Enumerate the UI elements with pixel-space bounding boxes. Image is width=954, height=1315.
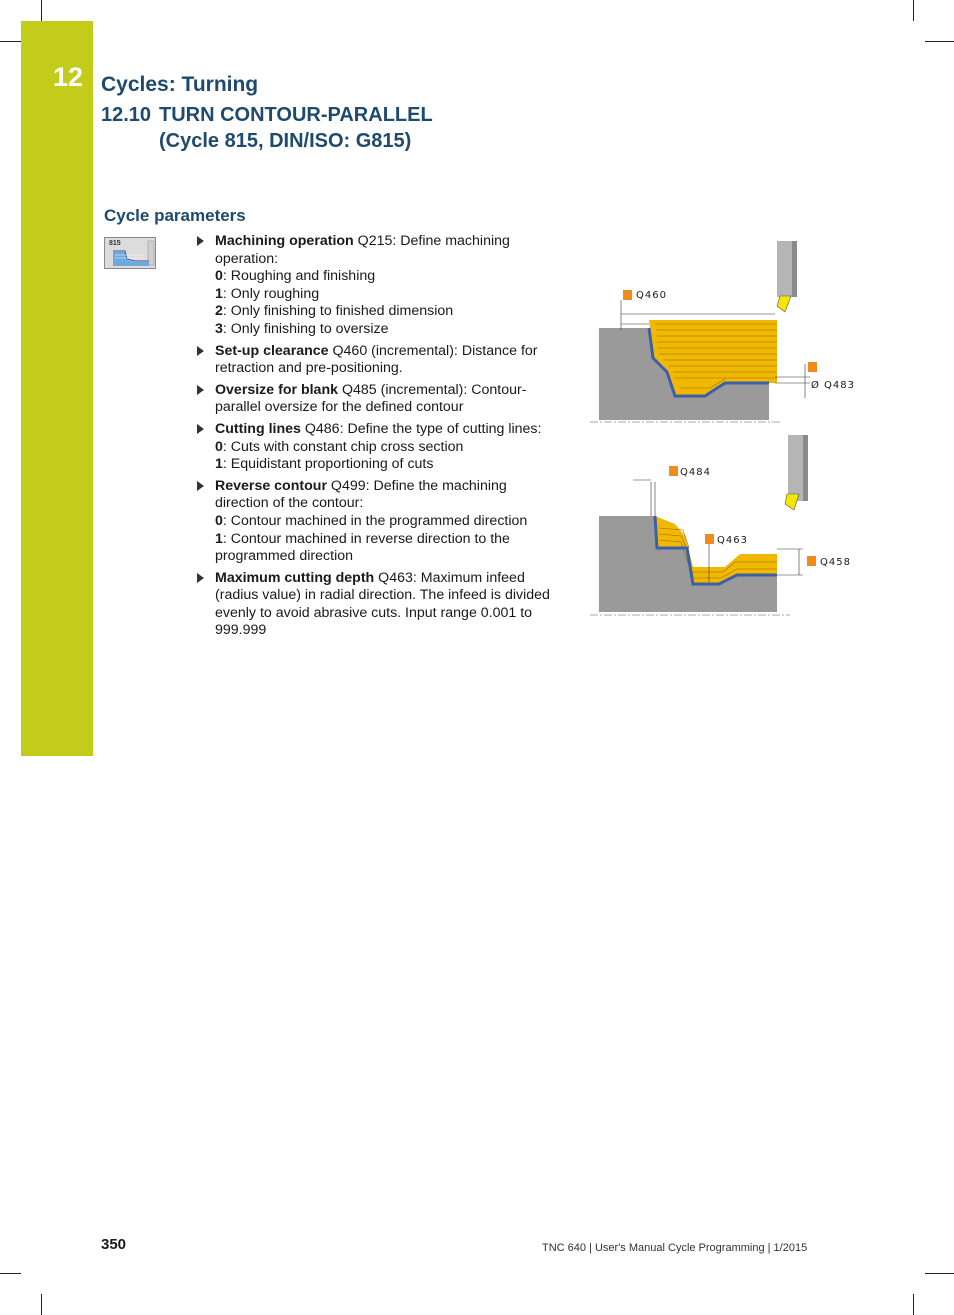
label-q483: Ø Q483: [811, 380, 856, 391]
tool-holder-edge: [803, 435, 808, 501]
bullet-arrow-icon: [197, 385, 204, 395]
tool-holder-edge: [792, 241, 797, 297]
bullet-arrow-icon: [197, 424, 204, 434]
param-name: Machining operation: [215, 233, 354, 249]
param-name: Oversize for blank: [215, 381, 339, 398]
cycle-parameters-heading: Cycle parameters: [104, 206, 246, 225]
crop-mark: [913, 0, 914, 21]
option-item: 2: Only finishing to finished dimension: [215, 303, 454, 320]
param-name: Reverse contour: [215, 477, 327, 494]
incremental-icon: [808, 362, 817, 372]
contour-parallel-diagram-top: [585, 238, 865, 428]
section-number: 12.10: [101, 104, 152, 126]
param-q485: [195, 382, 560, 417]
label-q460: Q460: [636, 290, 667, 301]
incremental-icon: [623, 290, 632, 300]
softkey-icon: [105, 238, 157, 270]
cutting-insert-icon: [785, 494, 799, 510]
section-title-line1: TURN CONTOUR-PARALLEL: [159, 104, 433, 126]
option-item: 0: Roughing and finishing: [215, 268, 376, 285]
option-item: 0: Contour machined in the programmed direction: [215, 512, 528, 529]
crop-mark: [925, 41, 954, 42]
chapter-title: Cycles: Turning: [101, 73, 259, 96]
cycle-815-softkey: [104, 237, 156, 269]
crop-mark: [0, 1273, 21, 1274]
option-item: 0: Cuts with constant chip cross section: [215, 438, 464, 455]
page-number: 350: [101, 1236, 127, 1253]
option-item: 1: Equidistant proportioning of cuts: [215, 456, 434, 473]
param-q486: [195, 421, 560, 474]
label-q484: Q484: [680, 467, 711, 478]
bullet-arrow-icon: [197, 346, 204, 356]
param-name: Maximum cutting depth: [215, 569, 375, 586]
incremental-icon: [669, 466, 678, 476]
param-text: Q215: Define machining operation:: [215, 233, 510, 267]
contour-parallel-diagram-bottom: [585, 432, 865, 622]
param-text: Q460 (incremental): Distance for retraction and pre-positioning.: [215, 342, 538, 377]
param-text: Q463: Maximum infeed (radius value) in radial direction. The infeed is divided evenly to avoid abrasive cuts. Input range 0.001 to 999.999: [215, 569, 550, 639]
crop-mark: [41, 0, 42, 21]
param-q499: [195, 478, 560, 566]
param-q460: [195, 343, 560, 378]
cutting-insert-icon: [777, 296, 791, 312]
softkey-label: 815: [109, 240, 121, 247]
option-item: 3: Only finishing to oversize: [215, 320, 389, 337]
chapter-number: 12: [53, 62, 84, 92]
section-title-line2: (Cycle 815, DIN/ISO: G815): [159, 130, 412, 152]
crop-mark: [913, 1294, 914, 1315]
parameter-list: [195, 233, 560, 644]
incremental-icon: [705, 534, 714, 544]
param-q215: [195, 233, 560, 339]
param-name: Cutting lines: [215, 420, 301, 437]
chapter-tab: [21, 21, 93, 756]
crop-mark: [0, 41, 21, 42]
param-text: Q486: Define the type of cutting lines:: [300, 420, 542, 437]
incremental-icon: [807, 556, 816, 566]
bullet-arrow-icon: [197, 236, 204, 246]
option-item: 1: Only roughing: [215, 285, 320, 302]
crop-mark: [925, 1273, 954, 1274]
param-text: Q499: Define the machining direction of the contour:: [215, 477, 507, 512]
crop-mark: [41, 1294, 42, 1315]
option-item: 1: Contour machined in reverse direction to the programmed direction: [215, 530, 510, 565]
bullet-arrow-icon: [197, 481, 204, 491]
param-q463: [195, 570, 560, 640]
label-q458: Q458: [820, 557, 851, 568]
param-text: Q485 (incremental): Contour-parallel oversize for the defined contour: [215, 381, 527, 416]
section-title: [101, 104, 433, 127]
label-q463: Q463: [717, 535, 748, 546]
bullet-arrow-icon: [197, 573, 204, 583]
footer-text: TNC 640 | User's Manual Cycle Programming | 1/2015: [542, 1242, 808, 1254]
param-name: Set-up clearance: [215, 342, 329, 359]
